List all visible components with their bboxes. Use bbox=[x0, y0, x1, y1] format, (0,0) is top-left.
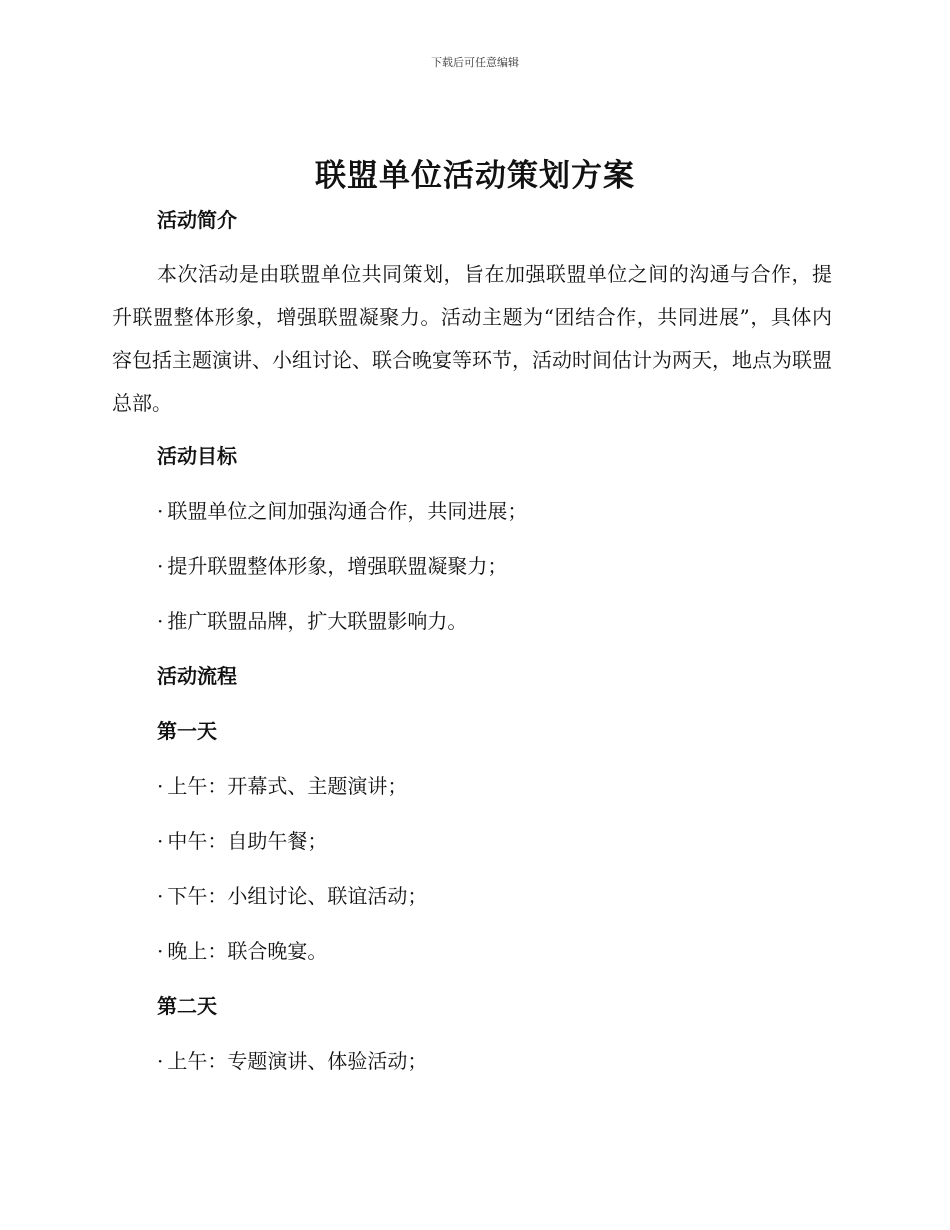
list-item-text: 晚上：联合晚宴。 bbox=[167, 939, 328, 963]
bullet-marker: · bbox=[157, 1049, 164, 1073]
header-note: 下载后可任意编辑 bbox=[431, 56, 519, 69]
list-item-text: 中午：自助午餐； bbox=[167, 829, 328, 853]
list-item-text: 下午：小组讨论、联谊活动； bbox=[167, 884, 428, 908]
bullet-marker: · bbox=[157, 774, 164, 798]
list-item bbox=[157, 826, 327, 856]
subsection-heading-day2: 第二天 bbox=[157, 994, 217, 1018]
section-heading-process: 活动流程 bbox=[157, 664, 237, 688]
list-item bbox=[157, 936, 327, 966]
section-heading-goals: 活动目标 bbox=[157, 444, 237, 468]
bullet-marker: · bbox=[157, 829, 164, 853]
bullet-marker: · bbox=[157, 884, 164, 908]
list-item bbox=[157, 551, 507, 581]
list-item-text: 上午：开幕式、主题演讲； bbox=[167, 774, 408, 798]
bullet-marker: · bbox=[157, 939, 164, 963]
bullet-marker: · bbox=[157, 499, 164, 523]
list-item-text: 提升联盟整体形象，增强联盟凝聚力； bbox=[167, 554, 508, 578]
document-title: 联盟单位活动策划方案 bbox=[315, 158, 635, 194]
list-item-text: 上午：专题演讲、体验活动； bbox=[167, 1049, 428, 1073]
section-heading-intro: 活动简介 bbox=[157, 208, 237, 232]
bullet-marker: · bbox=[157, 554, 164, 578]
list-item-text: 推广联盟品牌，扩大联盟影响力。 bbox=[167, 609, 468, 633]
list-item bbox=[157, 496, 527, 526]
intro-paragraph: 本次活动是由联盟单位共同策划，旨在加强联盟单位之间的沟通与合作，提升联盟整体形象，增强联盟凝聚力。活动主题为“团结合作，共同进展”，具体内容包括主题演讲、小组讨论、联合晚宴等环节，活动时间估计为两天，地点为联盟总部。 bbox=[112, 262, 832, 415]
list-item bbox=[157, 771, 407, 801]
list-item bbox=[157, 1046, 427, 1076]
bullet-marker: · bbox=[157, 609, 164, 633]
subsection-heading-day1: 第一天 bbox=[157, 719, 217, 743]
list-item bbox=[157, 606, 467, 636]
list-item bbox=[157, 881, 427, 911]
list-item-text: 联盟单位之间加强沟通合作，共同进展； bbox=[167, 499, 528, 523]
